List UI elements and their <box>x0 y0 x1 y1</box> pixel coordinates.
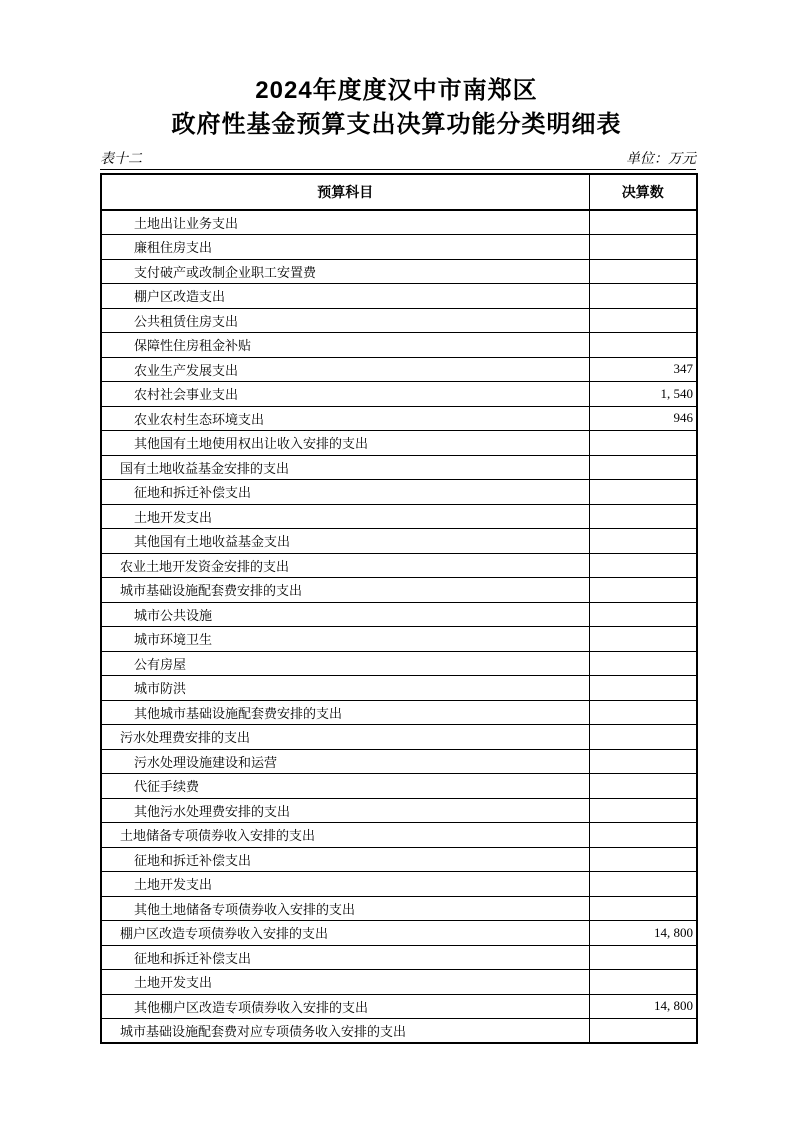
table-row <box>101 259 697 284</box>
subject-cell: 其他国有土地收益基金支出 <box>101 529 589 554</box>
subject-cell: 公有房屋 <box>101 651 589 676</box>
header-subject: 预算科目 <box>101 174 589 210</box>
subject-cell: 其他土地储备专项债券收入安排的支出 <box>101 896 589 921</box>
subject-cell: 城市基础设施配套费对应专项债务收入安排的支出 <box>101 1019 589 1044</box>
amount-cell <box>589 553 697 578</box>
subject-cell: 土地储备专项债券收入安排的支出 <box>101 823 589 848</box>
subject-cell: 廉租住房支出 <box>101 235 589 260</box>
amount-cell <box>589 504 697 529</box>
amount-cell <box>589 823 697 848</box>
table-row <box>101 504 697 529</box>
table-row <box>101 455 697 480</box>
table-row <box>101 847 697 872</box>
amount-cell <box>589 308 697 333</box>
amount-cell <box>589 578 697 603</box>
subject-cell: 征地和拆迁补偿支出 <box>101 480 589 505</box>
amount-cell: 14, 800 <box>589 921 697 946</box>
subject-cell: 其他城市基础设施配套费安排的支出 <box>101 700 589 725</box>
table-row <box>101 872 697 897</box>
table-row <box>101 602 697 627</box>
table-meta-row <box>100 150 696 170</box>
table-row <box>101 480 697 505</box>
amount-cell <box>589 774 697 799</box>
subject-cell: 其他污水处理费安排的支出 <box>101 798 589 823</box>
subject-cell: 城市基础设施配套费安排的支出 <box>101 578 589 603</box>
table-row <box>101 921 697 946</box>
table-row <box>101 284 697 309</box>
amount-cell <box>589 798 697 823</box>
subject-cell: 公共租赁住房支出 <box>101 308 589 333</box>
amount-cell <box>589 896 697 921</box>
subject-cell: 农业农村生态环境支出 <box>101 406 589 431</box>
table-row <box>101 553 697 578</box>
table-row <box>101 578 697 603</box>
subject-cell: 其他国有土地使用权出让收入安排的支出 <box>101 431 589 456</box>
subject-cell: 农业生产发展支出 <box>101 357 589 382</box>
page-title-line1: 2024年度度汉中市南郑区 <box>255 77 538 104</box>
table-row <box>101 210 697 235</box>
subject-cell: 保障性住房租金补贴 <box>101 333 589 358</box>
subject-cell: 其他棚户区改造专项债券收入安排的支出 <box>101 994 589 1019</box>
page-title-line2: 政府性基金预算支出决算功能分类明细表 <box>171 111 622 138</box>
subject-cell: 农村社会事业支出 <box>101 382 589 407</box>
table-row <box>101 382 697 407</box>
page-title <box>0 74 793 142</box>
amount-cell <box>589 480 697 505</box>
table-row <box>101 529 697 554</box>
table-row <box>101 406 697 431</box>
subject-cell: 农业土地开发资金安排的支出 <box>101 553 589 578</box>
subject-cell: 棚户区改造支出 <box>101 284 589 309</box>
amount-cell: 1, 540 <box>589 382 697 407</box>
amount-cell <box>589 847 697 872</box>
table-row <box>101 774 697 799</box>
table-row <box>101 676 697 701</box>
table-row <box>101 896 697 921</box>
table-row <box>101 798 697 823</box>
subject-cell: 国有土地收益基金安排的支出 <box>101 455 589 480</box>
amount-cell <box>589 333 697 358</box>
amount-cell <box>589 235 697 260</box>
subject-cell: 支付破产或改制企业职工安置费 <box>101 259 589 284</box>
table-row <box>101 700 697 725</box>
subject-cell: 土地开发支出 <box>101 970 589 995</box>
subject-cell: 污水处理费安排的支出 <box>101 725 589 750</box>
table-row <box>101 749 697 774</box>
amount-cell <box>589 725 697 750</box>
amount-cell <box>589 945 697 970</box>
amount-cell <box>589 210 697 235</box>
subject-cell: 征地和拆迁补偿支出 <box>101 847 589 872</box>
amount-cell: 14, 800 <box>589 994 697 1019</box>
amount-cell <box>589 1019 697 1044</box>
amount-cell <box>589 259 697 284</box>
unit-label: 单位：万元 <box>626 152 696 167</box>
table-body <box>101 210 697 1043</box>
table-row <box>101 308 697 333</box>
amount-cell <box>589 970 697 995</box>
table-number-label: 表十二 <box>100 152 142 167</box>
table-row <box>101 235 697 260</box>
table-row <box>101 651 697 676</box>
subject-cell: 土地开发支出 <box>101 872 589 897</box>
subject-cell: 城市公共设施 <box>101 602 589 627</box>
amount-cell <box>589 700 697 725</box>
amount-cell <box>589 872 697 897</box>
table-row <box>101 333 697 358</box>
table-row <box>101 823 697 848</box>
table-row <box>101 627 697 652</box>
subject-cell: 土地出让业务支出 <box>101 210 589 235</box>
amount-cell <box>589 529 697 554</box>
header-amount: 决算数 <box>589 174 697 210</box>
subject-cell: 土地开发支出 <box>101 504 589 529</box>
amount-cell <box>589 431 697 456</box>
table-row <box>101 970 697 995</box>
subject-cell: 征地和拆迁补偿支出 <box>101 945 589 970</box>
amount-cell <box>589 749 697 774</box>
subject-cell: 城市环境卫生 <box>101 627 589 652</box>
subject-cell: 代征手续费 <box>101 774 589 799</box>
table-row <box>101 357 697 382</box>
table-row <box>101 945 697 970</box>
table-row <box>101 431 697 456</box>
subject-cell: 棚户区改造专项债券收入安排的支出 <box>101 921 589 946</box>
amount-cell <box>589 676 697 701</box>
table-header-row <box>101 174 697 210</box>
table-row <box>101 1019 697 1044</box>
amount-cell <box>589 284 697 309</box>
amount-cell <box>589 627 697 652</box>
amount-cell: 347 <box>589 357 697 382</box>
subject-cell: 污水处理设施建设和运营 <box>101 749 589 774</box>
amount-cell <box>589 455 697 480</box>
amount-cell <box>589 651 697 676</box>
amount-cell <box>589 602 697 627</box>
amount-cell: 946 <box>589 406 697 431</box>
subject-cell: 城市防洪 <box>101 676 589 701</box>
table-row <box>101 725 697 750</box>
budget-table <box>100 173 698 1044</box>
table-row <box>101 994 697 1019</box>
